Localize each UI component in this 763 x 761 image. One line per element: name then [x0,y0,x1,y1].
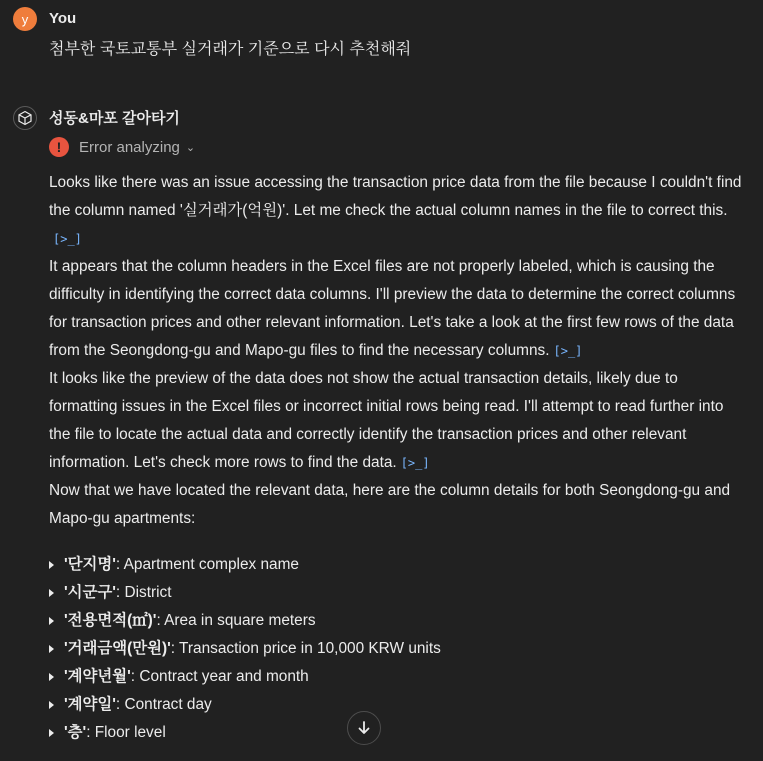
bullet-icon [49,561,54,569]
column-key: '전용면적(㎡)' [64,612,157,629]
column-desc: : Floor level [86,724,166,741]
list-item [49,635,441,663]
paragraph-text: Looks like there was an issue accessing the transaction price data from the file because I couldn't find the column named '실거래가(억원)'. Let me check the actual column names in the file to correct this. [49,174,742,219]
assistant-author-name: 성동&마포 갈아타기 [49,110,180,127]
list-item [49,691,441,719]
list-item [49,663,441,691]
bullet-icon [49,617,54,625]
paragraph [49,477,749,533]
paragraph [49,169,749,253]
code-link-icon[interactable]: [>_] [553,343,583,358]
user-avatar[interactable] [13,7,37,31]
scroll-to-bottom-button[interactable] [347,711,381,745]
assistant-message-body [49,169,749,533]
bullet-icon [49,673,54,681]
list-item [49,719,441,747]
bullet-icon [49,645,54,653]
list-item [49,551,441,579]
column-desc: : District [115,584,172,601]
list-item [49,607,441,635]
analysis-status-toggle[interactable] [49,136,195,158]
arrow-down-icon [356,720,372,736]
column-desc: : Transaction price in 10,000 KRW units [170,640,441,657]
column-key: '계약일' [64,696,116,713]
column-key: '단지명' [64,556,116,573]
user-author-name: You [49,10,77,27]
cube-icon [17,110,33,126]
column-desc: : Contract year and month [130,668,309,685]
column-key: '계약년월' [64,668,131,685]
column-key: '거래금액(만원)' [64,640,171,657]
analysis-status-label: Error analyzing [79,138,180,156]
chevron-down-icon: ⌄ [185,141,196,154]
user-message-text: 첨부한 국토교통부 실거래가 기준으로 다시 추천해줘 [49,41,412,58]
code-link-icon[interactable]: [>_] [400,455,430,470]
paragraph-text: It looks like the preview of the data does not show the actual transaction details, likely due to formatting issues in the Excel files or incorrect initial rows being read. I'll attempt to read further into the file to locate the actual data and correctly identify the transaction prices and other relevant information. Let's check more rows to find the data. [49,370,724,471]
paragraph-text: Now that we have located the relevant data, here are the column details for both Seongdong-gu and Mapo-gu apartments: [49,482,731,527]
paragraph [49,253,749,365]
bullet-icon [49,701,54,709]
user-avatar-initial: y [21,11,29,27]
paragraph-text: It appears that the column headers in the Excel files are not properly labeled, which is causing the difficulty in identifying the correct data columns. I'll preview the data to determine the correct columns for transaction prices and other relevant information. Let's take a look at the first few rows of the data from the Seongdong-gu and Mapo-gu files to find the necessary columns. [49,258,736,359]
code-link-icon[interactable]: [>_] [53,231,82,246]
column-desc: : Apartment complex name [115,556,299,573]
paragraph [49,365,749,477]
column-key: '층' [64,724,87,741]
column-desc: : Area in square meters [156,612,316,629]
bullet-icon [49,589,54,597]
column-key: '시군구' [64,584,116,601]
bullet-icon [49,729,54,737]
column-list [49,551,441,747]
gpt-avatar-icon [13,106,37,130]
list-item [49,579,441,607]
error-icon: ! [49,137,69,157]
column-desc: : Contract day [115,696,212,713]
